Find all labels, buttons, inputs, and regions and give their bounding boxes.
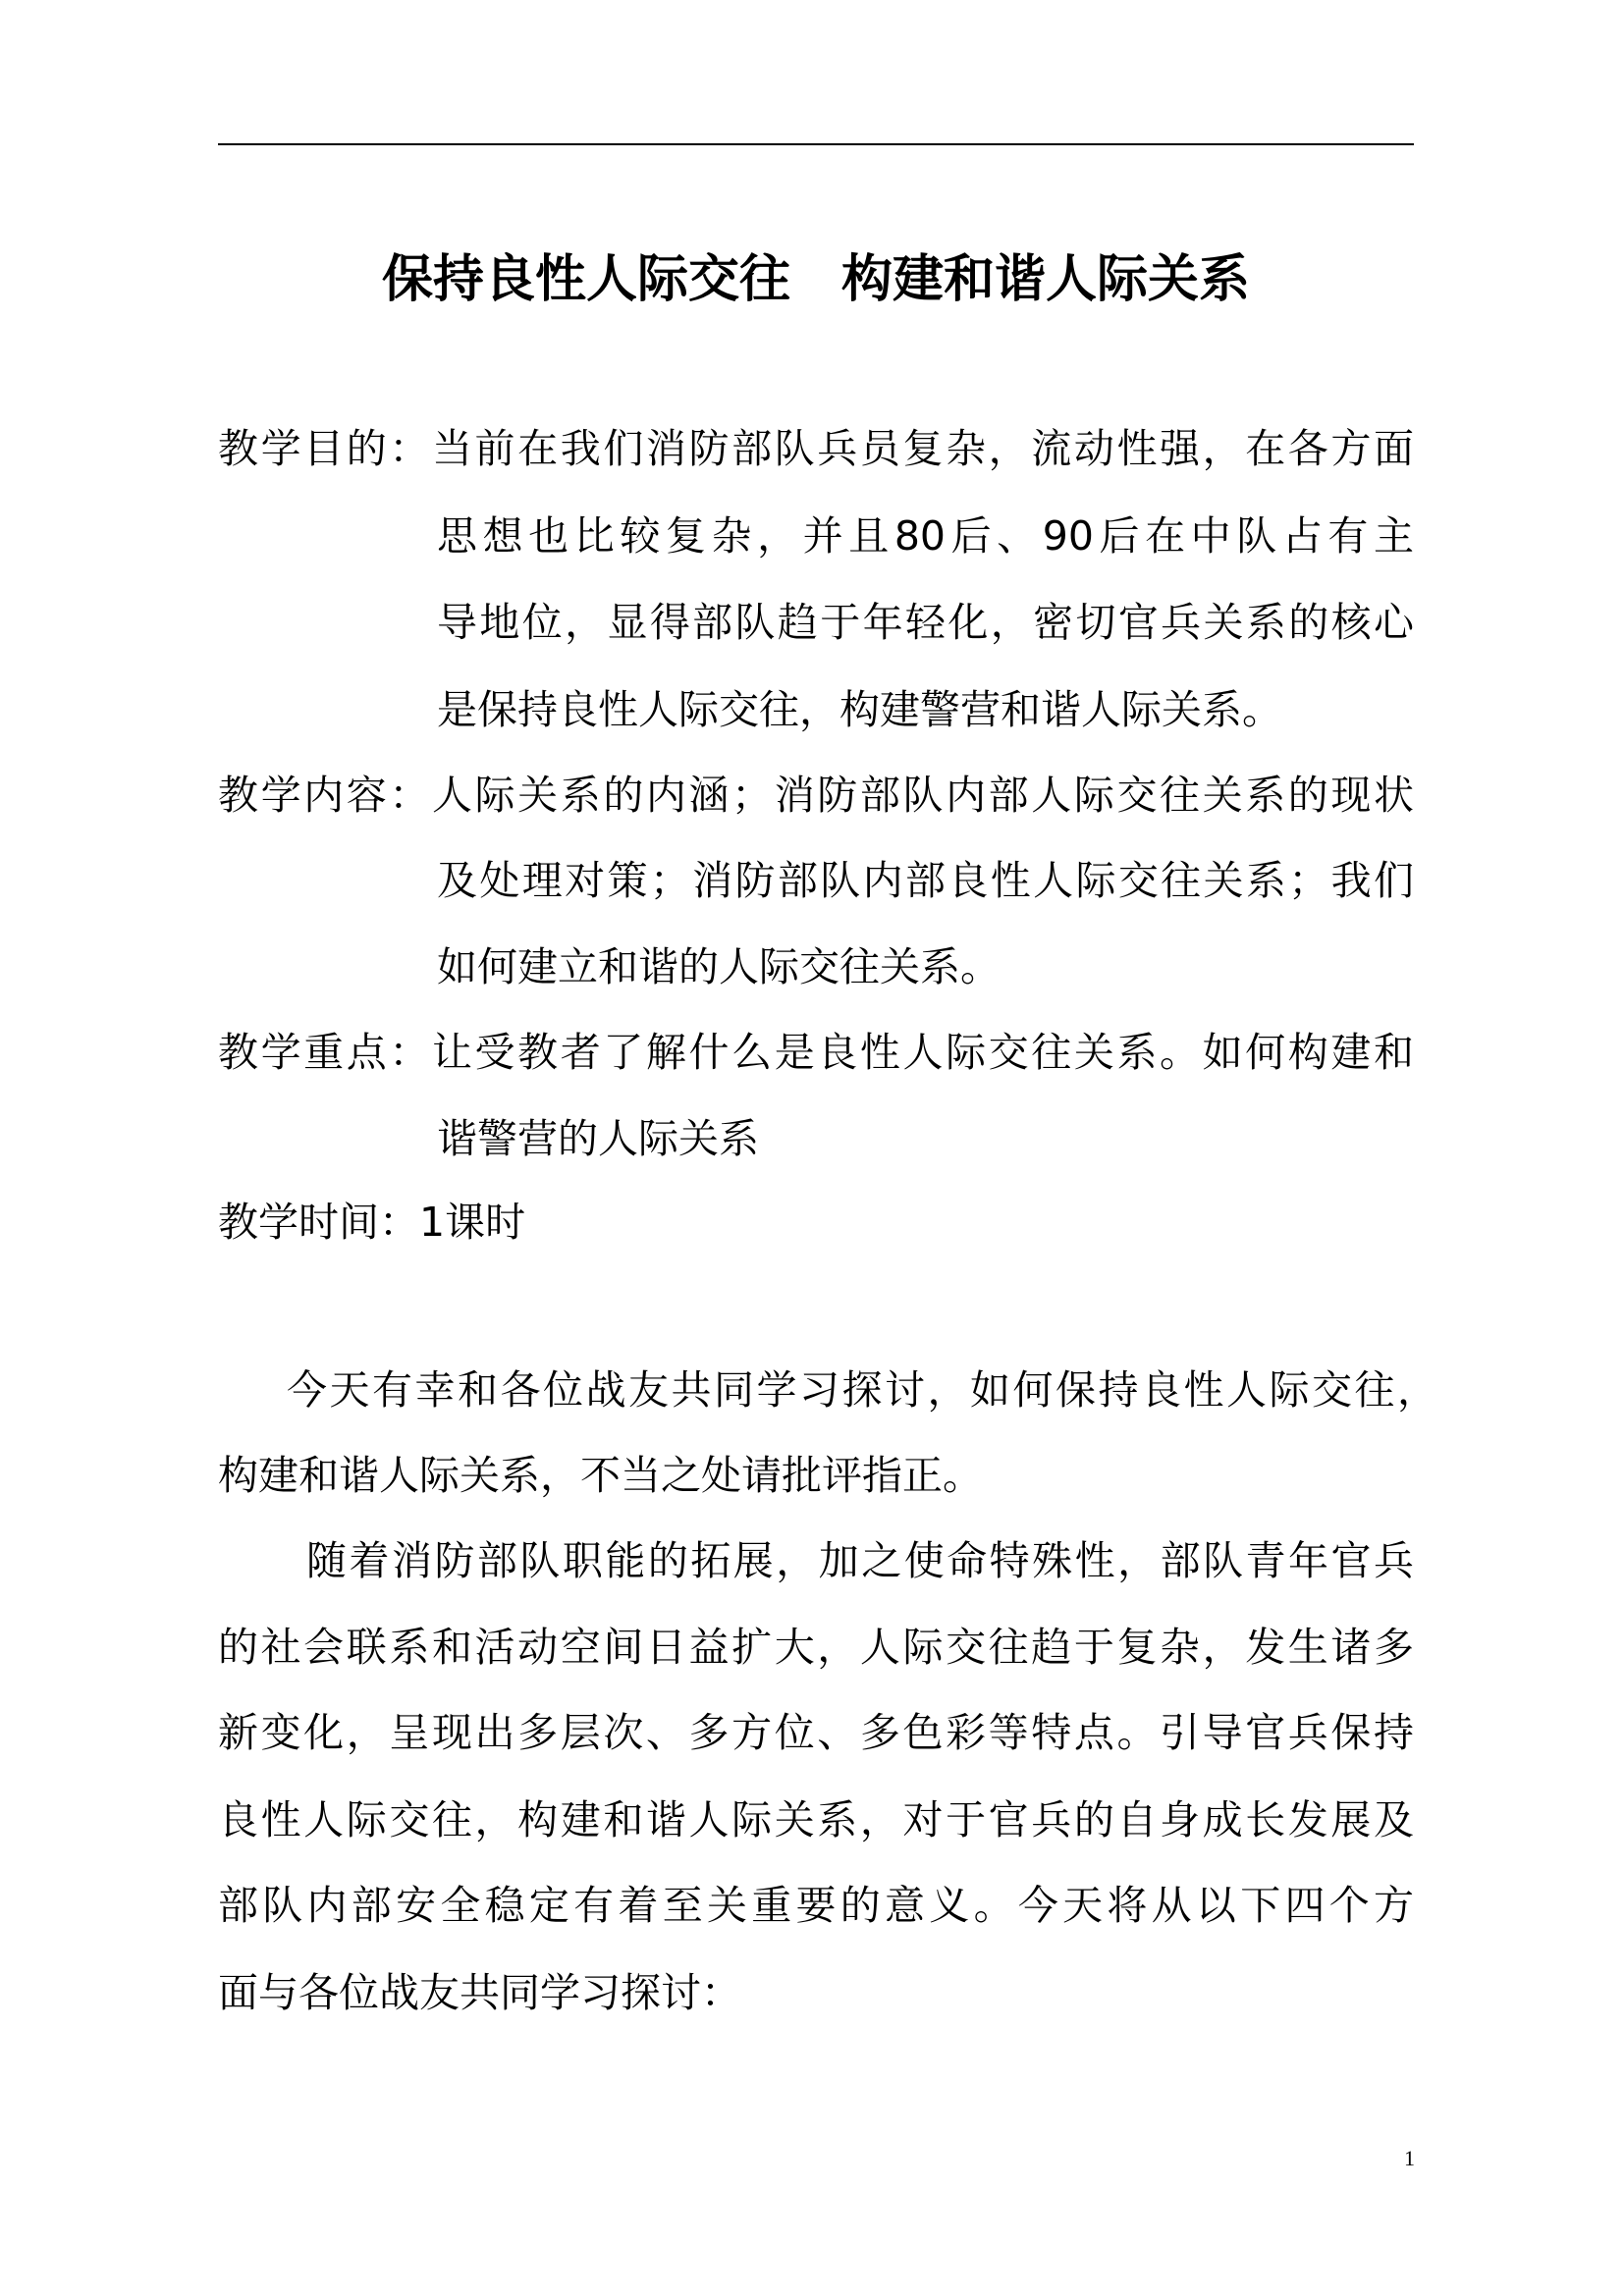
paragraph-line: 今天有幸和各位战友共同学习探讨，如何保持良性人际交往， [287,1366,1437,1414]
document-title: 保持良性人际交往 构建和谐人际关系 [381,250,1250,309]
content-line: 及处理对策；消防部队内部良性人际交往关系；我们 [437,857,1414,904]
paragraph-line: 部队内部安全稳定有着至关重要的意义。今天将从以下四个方 [218,1882,1414,1929]
paragraph-line: 良性人际交往，构建和谐人际关系，对于官兵的自身成长发展及 [218,1796,1414,1843]
content-line: 如何建立和谐的人际交往关系。 [437,943,1001,990]
objective-line: 是保持良性人际交往，构建警营和谐人际关系。 [437,686,1282,733]
paragraph-line: 新变化，呈现出多层次、多方位、多色彩等特点。引导官兵保持 [218,1709,1414,1756]
paragraph-line: 的社会联系和活动空间日益扩大，人际交往趋于复杂，发生诸多 [218,1624,1414,1671]
paragraph-line: 随着消防部队职能的拓展，加之使命特殊性，部队青年官兵 [306,1537,1414,1584]
focus-line: 教学重点：让受教者了解什么是良性人际交往关系。如何构建和 [218,1029,1414,1076]
objective-line: 教学目的：当前在我们消防部队兵员复杂，流动性强，在各方面 [218,425,1414,472]
time-line: 教学时间：1课时 [218,1199,526,1246]
page-number: 1 [1404,2146,1415,2170]
paragraph-line: 构建和谐人际关系，不当之处请批评指正。 [218,1452,983,1499]
header-rule [218,143,1414,145]
focus-line: 谐警营的人际关系 [437,1115,759,1162]
objective-line: 导地位，显得部队趋于年轻化，密切官兵关系的核心 [437,599,1414,646]
paragraph-line: 面与各位战友共同学习探讨： [218,1969,741,2016]
objective-line: 思想也比较复杂，并且80后、90后在中队占有主 [437,512,1414,560]
content-line: 教学内容：人际关系的内涵；消防部队内部人际交往关系的现状 [218,772,1414,819]
